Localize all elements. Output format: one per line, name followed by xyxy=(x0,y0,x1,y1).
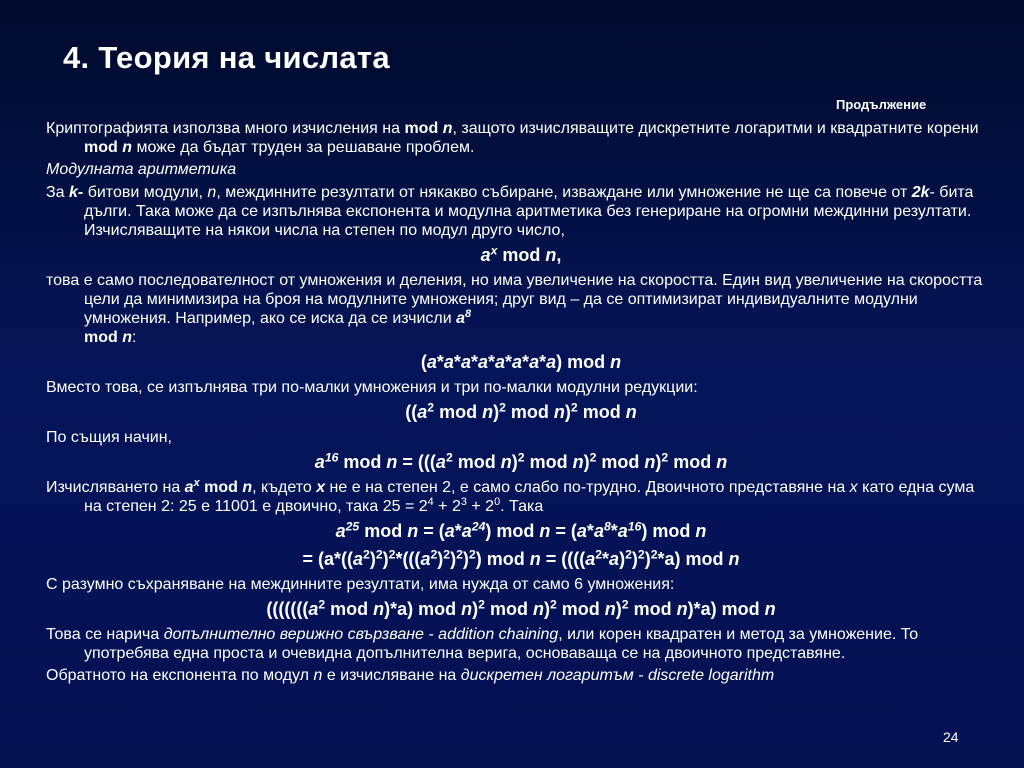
paragraph-three-reductions: Вместо това, се изпълнява три по-малки умножения и три по-малки модулни редукции: xyxy=(46,379,698,396)
continued-label: Продължение xyxy=(836,97,927,112)
slide-body xyxy=(46,119,996,688)
subtitle-modular-arithmetic: Модулната аритметика xyxy=(46,161,237,178)
formula-a16: $a^{16}$ mod $n = (((a^2$ mod n)$^2$ mod n)$^2$ mod n)$^2$ mod n xyxy=(314,450,728,472)
formula-a25: $a^{25}$ mod $n = (a*a^{24})$ mod $n = (a*a^8*a^{16})$ mod n xyxy=(335,519,707,541)
slide-title: 4. Теория на числата xyxy=(63,40,390,75)
paragraph-intro: Криптографията използва много изчисления на mod n, защото изчисляващите дискретните логаритми и квадратните корени mod n може да бъдат труден за решаване проблем. xyxy=(46,120,979,156)
paragraph-addition-chaining: Това се нарича допълнително верижно свързване - addition chaining, или корен квадратен и метод за умножение. То употребява една проста и очевидна допълнителна верига, основаваща се на двоичното представяне. xyxy=(46,626,919,662)
paragraph-binary-representation: Изчисляването на $a^x$ mod n, където x не е на степен 2, е само слабо по-трудно. Двоичното представяне на x като една сума на степен 2: 25 е 11001 е двоично, така $25 = 2^4 + 2^3 + 2^0$. Така xyxy=(46,477,975,515)
page-number: 24 xyxy=(943,729,959,745)
formula-six-multiplications: ((((((($a^2$ mod n)*a) mod n)$^2$ mod n)$^2$ mod n)$^2$ mod n)*a) mod n xyxy=(266,597,776,619)
formula-nested-squares: (($a^2$ mod n)$^2$ mod n)$^2$ mod n xyxy=(405,400,637,422)
paragraph-speedup: това е само последователност от умножения и деления, но има увеличение на скоростта. Един вид увеличение на скоростта цели да минимизира на броя на модулните умножения; друг вид – да се оптимизират индивидуалните модулни умножения. Например, ако се иска да се изчисли $a^8$ mod n: xyxy=(46,272,983,346)
paragraph-similarly: По същия начин, xyxy=(46,429,172,446)
formula-a25-expanded: = $(a*((a^2)^2)^2*(((a^2)^2)^2)^2)$ mod $n = ((((a^2*a)^2)^2)^2*a)$ mod n xyxy=(302,547,740,569)
paragraph-k-bit-moduli: За k- битови модули, n, междинните резултати от някакво събиране, изваждане или умножение не ще са повече от 2k- бита дълги. Така може да се изпълнява експонента и модулна аритметика без генериране на огромни междинни резултати. Изчисляващите на някои числа на степен по модул друго число, xyxy=(46,184,974,239)
formula-a-x-mod-n: $a^x$ mod n, xyxy=(480,243,562,265)
paragraph-discrete-logarithm: Обратното на експонента по модул n е изчисляване на дискретен логаритъм - discrete logarithm xyxy=(46,667,775,684)
paragraph-six-multiplications: С разумно съхраняване на междинните резултати, има нужда от само 6 умножения: xyxy=(46,576,675,593)
formula-eight-multiplications: (a*a*a*a*a*a*a*a) mod n xyxy=(420,352,622,372)
